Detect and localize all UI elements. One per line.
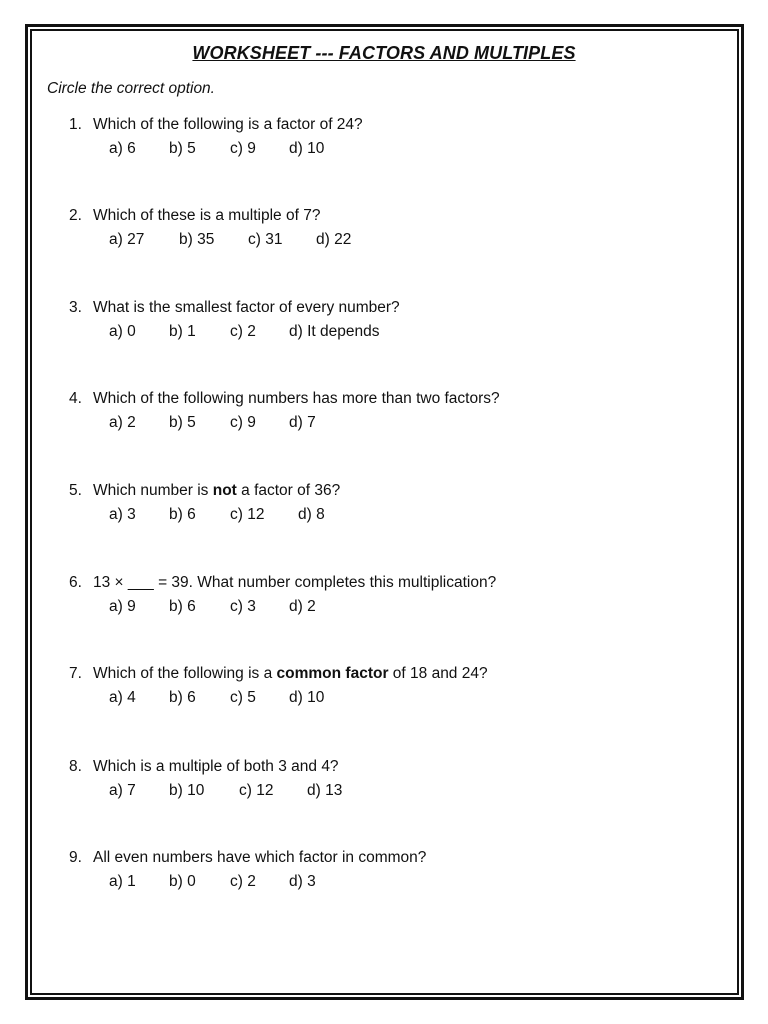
option-a[interactable]: a) 6	[109, 140, 136, 157]
question-1	[0, 116, 768, 176]
option-a[interactable]: a) 27	[109, 231, 145, 248]
question-number: 6.	[69, 574, 82, 591]
question-number: 2.	[69, 207, 82, 224]
option-c[interactable]: c) 2	[230, 873, 256, 890]
option-d[interactable]: d) 2	[289, 598, 316, 615]
option-b[interactable]: b) 10	[169, 782, 205, 799]
option-c[interactable]: c) 9	[230, 140, 256, 157]
option-d[interactable]: d) 8	[298, 506, 325, 523]
option-b[interactable]: b) 0	[169, 873, 196, 890]
question-number: 7.	[69, 665, 82, 682]
question-number: 3.	[69, 299, 82, 316]
question-text: Which number is not a factor of 36?	[93, 482, 341, 499]
question-number: 8.	[69, 758, 82, 775]
option-c[interactable]: c) 31	[248, 231, 283, 248]
question-3	[0, 299, 768, 359]
question-text: Which of the following is a factor of 24?	[93, 116, 363, 133]
question-text: All even numbers have which factor in common?	[93, 849, 427, 866]
question-text: Which of these is a multiple of 7?	[93, 207, 321, 224]
option-b[interactable]: b) 6	[169, 598, 196, 615]
question-4	[0, 390, 768, 450]
option-c[interactable]: c) 12	[230, 506, 265, 523]
instructions-text: Circle the correct option.	[47, 80, 215, 97]
question-8	[0, 758, 768, 818]
question-text: What is the smallest factor of every number?	[93, 299, 400, 316]
option-b[interactable]: b) 35	[179, 231, 215, 248]
question-number: 4.	[69, 390, 82, 407]
option-d[interactable]: d) 10	[289, 140, 325, 157]
question-number: 9.	[69, 849, 82, 866]
option-d[interactable]: d) 22	[316, 231, 352, 248]
question-2	[0, 207, 768, 267]
option-d[interactable]: d) 13	[307, 782, 343, 799]
worksheet-title: WORKSHEET --- FACTORS AND MULTIPLES	[192, 43, 576, 63]
option-b[interactable]: b) 5	[169, 414, 196, 431]
option-c[interactable]: c) 12	[239, 782, 274, 799]
option-b[interactable]: b) 6	[169, 506, 196, 523]
option-d[interactable]: d) 7	[289, 414, 316, 431]
emphasis-text: not	[212, 482, 237, 499]
option-b[interactable]: b) 5	[169, 140, 196, 157]
option-a[interactable]: a) 9	[109, 598, 136, 615]
option-a[interactable]: a) 2	[109, 414, 136, 431]
option-a[interactable]: a) 0	[109, 323, 136, 340]
question-text: Which is a multiple of both 3 and 4?	[93, 758, 339, 775]
question-number: 5.	[69, 482, 82, 499]
option-a[interactable]: a) 1	[109, 873, 136, 890]
option-c[interactable]: c) 9	[230, 414, 256, 431]
option-b[interactable]: b) 6	[169, 689, 196, 706]
option-d[interactable]: d) 3	[289, 873, 316, 890]
question-text: Which of the following is a common factor of 18 and 24?	[93, 665, 488, 682]
option-a[interactable]: a) 3	[109, 506, 136, 523]
option-c[interactable]: c) 5	[230, 689, 256, 706]
option-d[interactable]: d) 10	[289, 689, 325, 706]
question-7	[0, 665, 768, 725]
question-text: 13 × ___ = 39. What number completes this multiplication?	[93, 574, 497, 591]
option-b[interactable]: b) 1	[169, 323, 196, 340]
question-number: 1.	[69, 116, 82, 133]
option-c[interactable]: c) 3	[230, 598, 256, 615]
question-5	[0, 482, 768, 542]
emphasis-text: common factor	[276, 665, 389, 682]
question-9	[0, 849, 768, 909]
option-c[interactable]: c) 2	[230, 323, 256, 340]
question-6	[0, 574, 768, 634]
question-text: Which of the following numbers has more than two factors?	[93, 390, 500, 407]
option-d[interactable]: d) It depends	[289, 323, 380, 340]
option-a[interactable]: a) 4	[109, 689, 136, 706]
option-a[interactable]: a) 7	[109, 782, 136, 799]
